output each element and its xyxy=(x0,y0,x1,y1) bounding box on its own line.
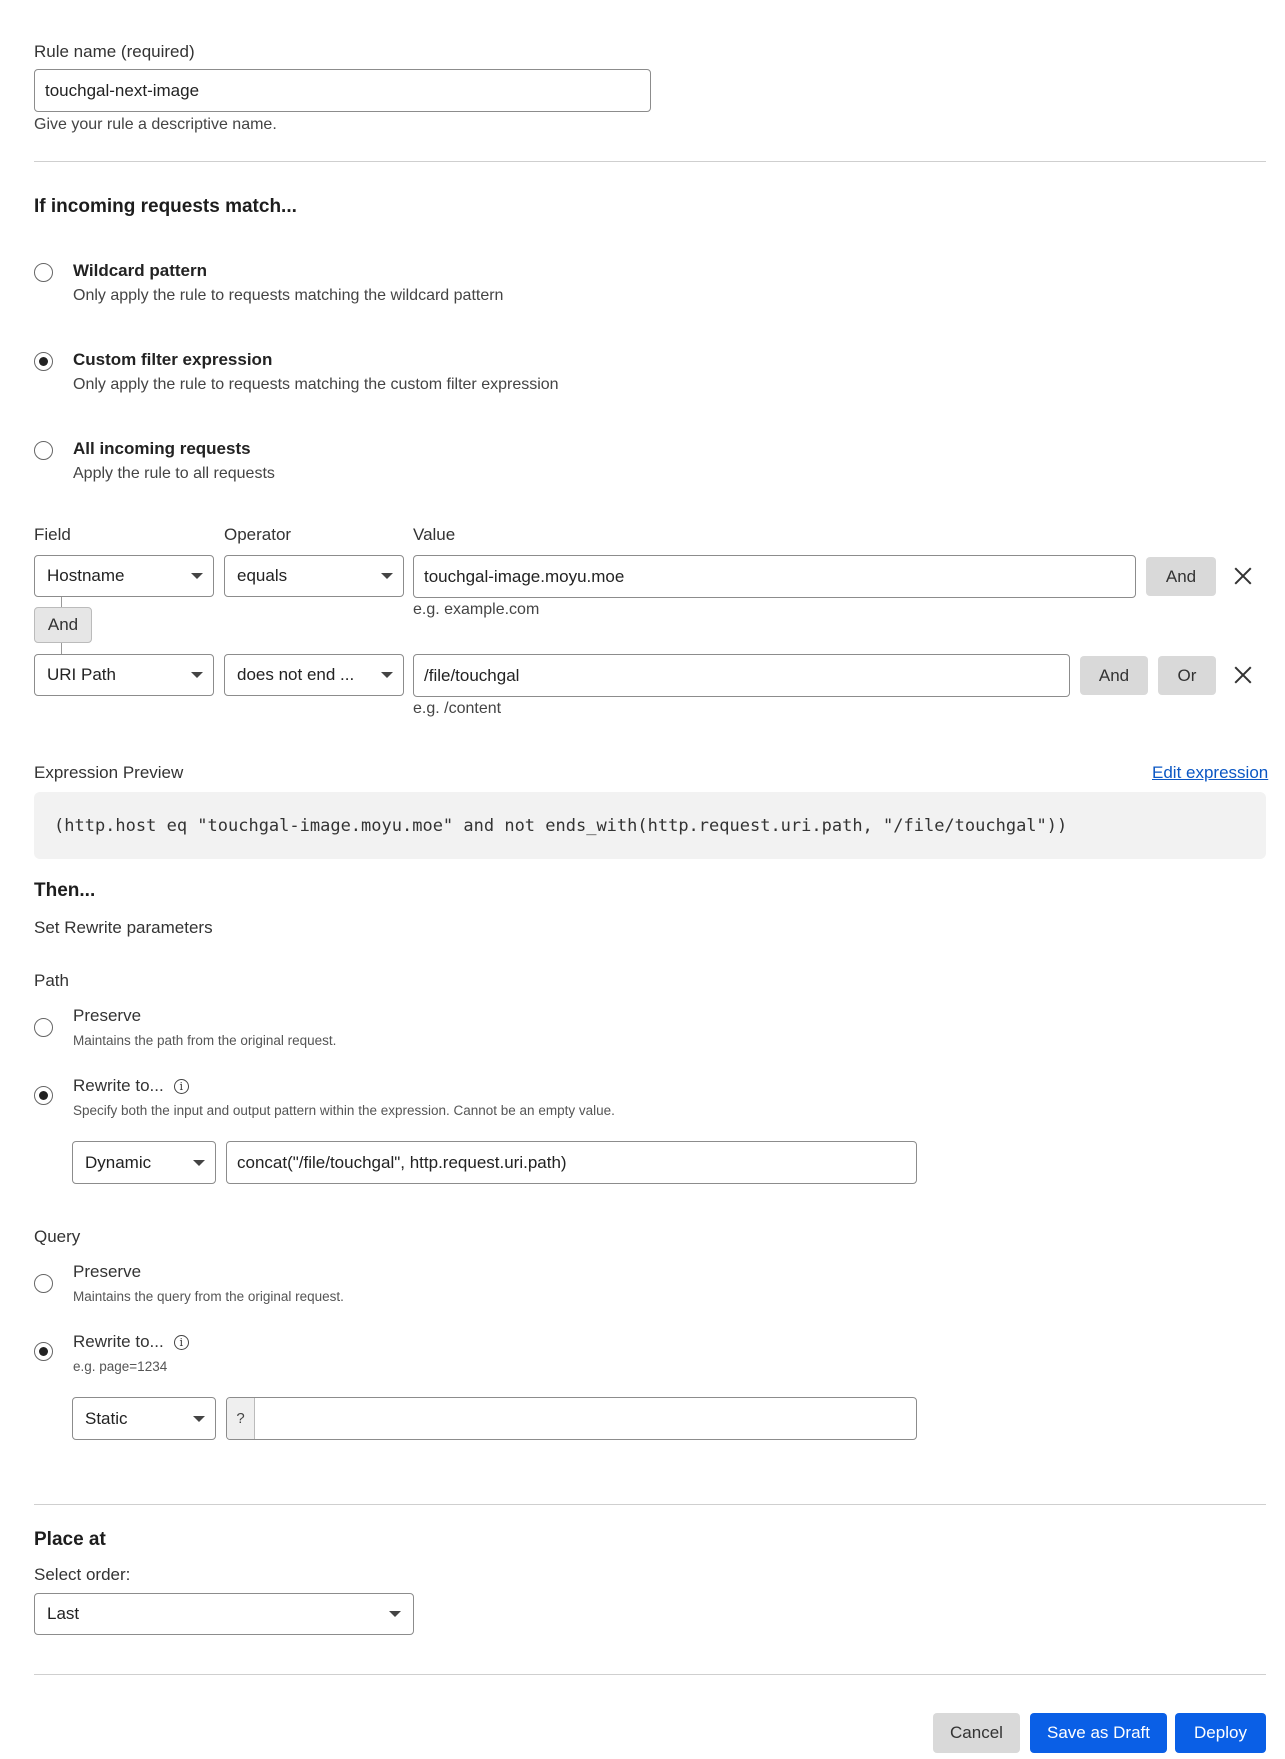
operator-select-2-value: does not end ... xyxy=(237,665,355,684)
then-heading: Then... xyxy=(34,880,96,901)
order-select-value: Last xyxy=(47,1604,80,1623)
rule-name-help: Give your rule a descriptive name. xyxy=(34,116,277,133)
operator-select-2[interactable] xyxy=(224,654,404,696)
query-rewrite-input[interactable] xyxy=(226,1397,917,1440)
wildcard-title: Wildcard pattern xyxy=(73,261,207,280)
operator-header: Operator xyxy=(224,525,292,544)
chevron-down-icon xyxy=(389,1611,401,1617)
path-preserve-desc: Maintains the path from the original request. xyxy=(73,1033,337,1048)
value-hint-2: e.g. /content xyxy=(413,700,502,717)
value-header: Value xyxy=(413,525,456,544)
field-select-2-value: URI Path xyxy=(47,665,116,684)
chevron-down-icon xyxy=(191,672,203,678)
deploy-button[interactable]: Deploy xyxy=(1175,1713,1266,1753)
path-rewrite-radio[interactable] xyxy=(34,1086,53,1105)
info-icon[interactable]: i xyxy=(174,1335,189,1350)
all-requests-title: All incoming requests xyxy=(73,439,251,458)
all-requests-desc: Apply the rule to all requests xyxy=(73,465,275,482)
path-rewrite-title xyxy=(73,1076,189,1096)
path-rewrite-desc: Specify both the input and output pattern within the expression. Cannot be an empty value. xyxy=(73,1103,615,1118)
query-rewrite-desc: e.g. page=1234 xyxy=(73,1359,168,1374)
query-rewrite-title-text: Rewrite to... xyxy=(73,1332,164,1351)
value-input-1[interactable]: touchgal-image.moyu.moe xyxy=(413,555,1136,598)
query-preserve-title: Preserve xyxy=(73,1262,142,1281)
place-heading: Place at xyxy=(34,1529,106,1550)
field-select-1[interactable] xyxy=(34,555,214,597)
wildcard-radio[interactable] xyxy=(34,263,53,282)
chevron-down-icon xyxy=(381,672,393,678)
wildcard-desc: Only apply the rule to requests matching the wildcard pattern xyxy=(73,287,504,304)
expression-preview-label: Expression Preview xyxy=(34,763,184,782)
close-icon[interactable] xyxy=(1232,565,1254,587)
value-input-2[interactable]: /file/touchgal xyxy=(413,654,1070,697)
query-prefix: ? xyxy=(227,1398,255,1439)
query-preserve-desc: Maintains the query from the original request. xyxy=(73,1289,344,1304)
custom-filter-title: Custom filter expression xyxy=(73,350,273,369)
chevron-down-icon xyxy=(381,573,393,579)
query-rewrite-title xyxy=(73,1332,189,1352)
expression-preview: (http.host eq "touchgal-image.moyu.moe" and not ends_with(http.request.uri.path, "/file/touchgal")) xyxy=(34,792,1266,859)
path-mode-value: Dynamic xyxy=(85,1152,152,1172)
match-heading: If incoming requests match... xyxy=(34,196,297,217)
save-draft-button[interactable]: Save as Draft xyxy=(1030,1713,1167,1753)
section-divider xyxy=(34,1674,1266,1675)
query-rewrite-radio[interactable] xyxy=(34,1342,53,1361)
field-select-1-value: Hostname xyxy=(47,566,125,585)
path-preserve-title: Preserve xyxy=(73,1006,142,1025)
close-icon[interactable] xyxy=(1232,664,1254,686)
path-mode-select[interactable] xyxy=(72,1141,216,1184)
connector-and-badge: And xyxy=(34,607,92,643)
cancel-button[interactable]: Cancel xyxy=(933,1713,1020,1753)
custom-filter-radio[interactable] xyxy=(34,352,53,371)
connector-line-bottom xyxy=(61,643,62,654)
or-button-2[interactable]: Or xyxy=(1158,656,1216,695)
chevron-down-icon xyxy=(191,573,203,579)
and-button-2[interactable]: And xyxy=(1080,656,1148,695)
query-mode-value: Static xyxy=(85,1408,128,1428)
query-preserve-radio[interactable] xyxy=(34,1274,53,1293)
operator-select-1-value: equals xyxy=(237,566,288,585)
order-select[interactable] xyxy=(34,1593,414,1635)
path-rewrite-input[interactable]: concat("/file/touchgal", http.request.uri.path) xyxy=(226,1141,917,1184)
custom-filter-desc: Only apply the rule to requests matching the custom filter expression xyxy=(73,376,559,393)
rule-name-label: Rule name (required) xyxy=(34,42,195,61)
then-subheading: Set Rewrite parameters xyxy=(34,918,213,937)
info-icon[interactable]: i xyxy=(174,1079,189,1094)
section-divider xyxy=(34,1504,1266,1505)
all-requests-radio[interactable] xyxy=(34,441,53,460)
value-hint-1: e.g. example.com xyxy=(413,601,540,618)
chevron-down-icon xyxy=(193,1416,205,1422)
path-label: Path xyxy=(34,971,69,990)
field-header: Field xyxy=(34,525,71,544)
query-mode-select[interactable] xyxy=(72,1397,216,1440)
query-label: Query xyxy=(34,1227,81,1246)
section-divider xyxy=(34,161,1266,162)
path-rewrite-title-text: Rewrite to... xyxy=(73,1076,164,1095)
connector-line-top xyxy=(61,597,62,607)
path-preserve-radio[interactable] xyxy=(34,1018,53,1037)
chevron-down-icon xyxy=(193,1160,205,1166)
field-select-2[interactable] xyxy=(34,654,214,696)
edit-expression-link[interactable]: Edit expression xyxy=(1152,763,1269,782)
and-button-1[interactable]: And xyxy=(1146,557,1216,596)
place-order-label: Select order: xyxy=(34,1565,131,1584)
rule-name-input[interactable]: touchgal-next-image xyxy=(34,69,651,112)
operator-select-1[interactable] xyxy=(224,555,404,597)
